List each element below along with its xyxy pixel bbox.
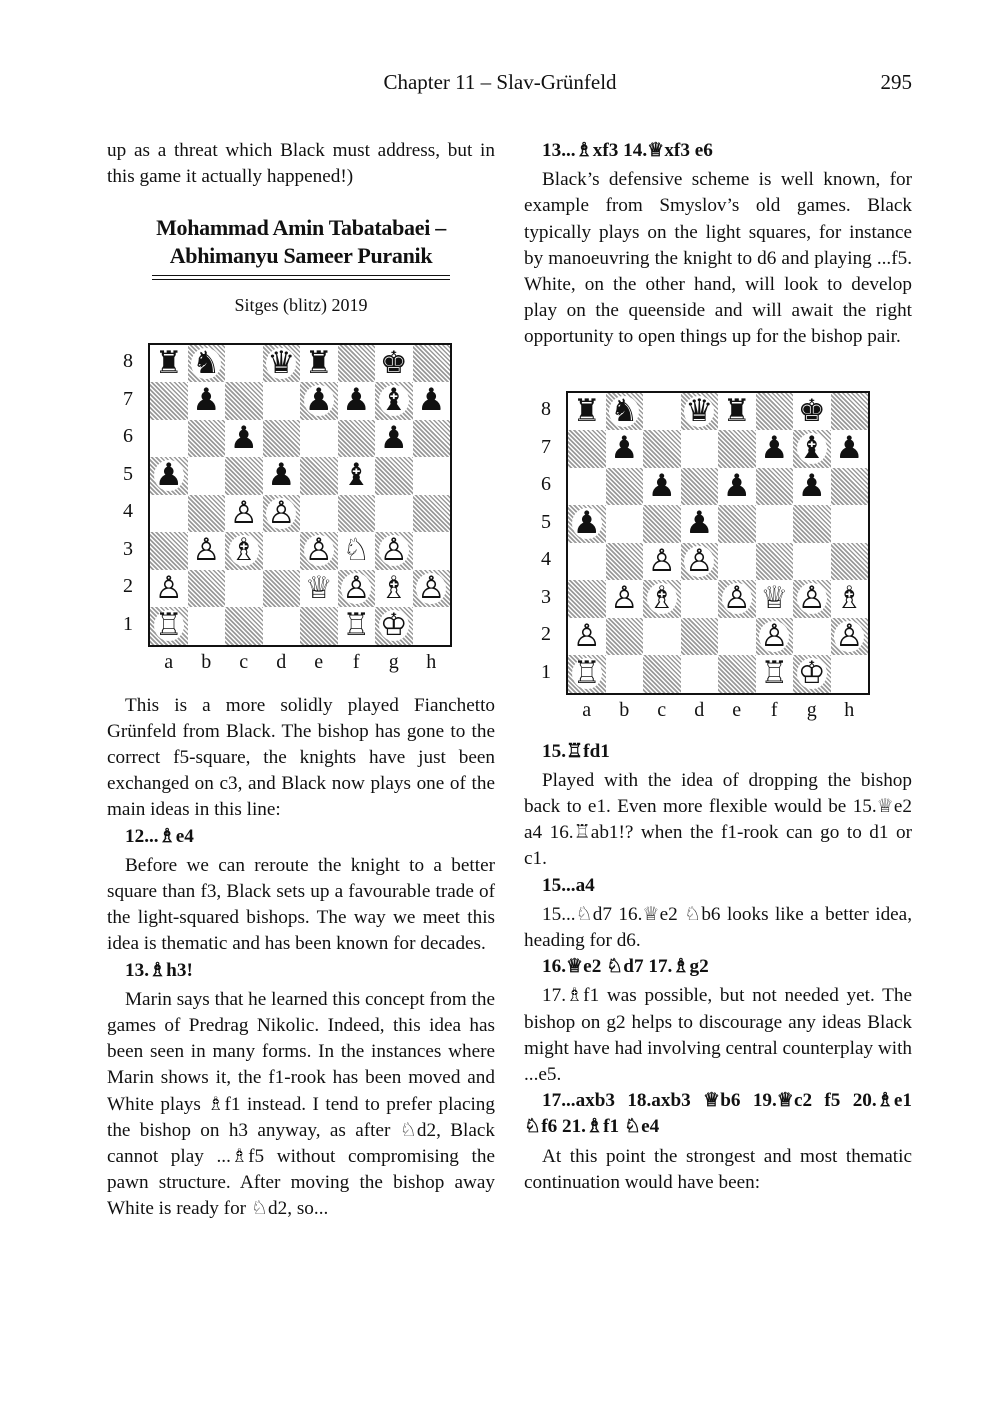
white-pawn-icon: ♙ [610,580,639,617]
board-square [756,505,794,543]
rank-label: 8 [123,350,133,373]
board-square [413,382,451,420]
board-square [831,618,869,656]
board-square [338,495,376,533]
black-player: Abhimanyu Sameer Puranik [169,243,433,269]
board-square [568,430,606,468]
board-square [606,393,644,431]
board-square [756,543,794,581]
black-rook-icon: ♜ [572,392,601,429]
white-pawn-icon: ♙ [835,617,864,654]
board-square [606,543,644,581]
board-square [793,468,831,506]
board-square [338,345,376,383]
black-rook-icon: ♜ [304,344,333,381]
board-square [643,618,681,656]
board-square [225,607,263,645]
paragraph: Before we can reroute the knight to a better square than f3, Black sets up a favourable trade of the light-squared bishops. The way we meet this idea is thematic and has been known for decades. [107,854,495,955]
white-bishop-icon: ♗ [647,580,676,617]
board-square [568,580,606,618]
move-heading: 15...a4 [542,874,595,896]
chess-diagram-2 [524,391,912,721]
rank-label: 6 [541,473,551,496]
page-number: 295 [880,70,912,94]
board-square [338,607,376,645]
black-pawn-icon: ♟ [572,505,601,542]
event-info: Sitges (blitz) 2019 [234,295,368,316]
board-square [793,655,831,693]
black-pawn-icon: ♟ [342,382,371,419]
white-pawn-icon: ♙ [304,532,333,569]
board-square [188,382,226,420]
black-queen-icon: ♛ [685,392,714,429]
board-square [375,570,413,608]
board-square [681,505,719,543]
board-square [643,543,681,581]
move-heading: 13.♗h3! [125,959,193,981]
black-pawn-icon: ♟ [685,505,714,542]
white-pawn-icon: ♙ [192,532,221,569]
board-square [413,420,451,458]
move-heading: 17...axb3 18.axb3 ♕b6 19.♕c2 f5 20.♗e1 ♘f6 21.♗f1 ♘e4 [524,1090,912,1138]
intro-text: up as a threat which Black must address, but in this game it actually happened!) [107,140,495,188]
board-square [225,420,263,458]
board-square [606,655,644,693]
board-square [375,495,413,533]
board-square [568,393,606,431]
black-bishop-icon: ♝ [797,430,826,467]
board-square [300,570,338,608]
white-pawn-icon: ♙ [572,617,601,654]
rank-label: 5 [541,510,551,533]
board-square [338,570,376,608]
board-square [413,607,451,645]
heading-rule [152,275,450,276]
white-bishop-icon: ♗ [229,532,258,569]
board-square [681,618,719,656]
board-square [606,618,644,656]
white-pawn-icon: ♙ [797,580,826,617]
file-label: d [694,698,705,721]
board-square [643,430,681,468]
board-square [681,655,719,693]
board-square [793,505,831,543]
board-square [225,345,263,383]
move-heading: 15.♖fd1 [542,740,610,762]
paragraph: 17.♗f1 was possible, but not needed yet. The bishop on g2 helps to discourage any ideas Black might have had involving central counterplay with ...e5. [524,985,912,1086]
paragraph: Played with the idea of dropping the bishop back to e1. Even more flexible would be 15.♕e2 a4 16.♖ab1!? when the f1-rook can go to d1 or c1. [524,769,912,870]
board-square [831,468,869,506]
board-square [300,532,338,570]
rank-label: 1 [541,660,551,683]
rank-label: 8 [541,398,551,421]
file-label: g [806,698,817,721]
board-square [756,580,794,618]
board-square [756,430,794,468]
board-square [643,655,681,693]
board-square [375,345,413,383]
page-header [0,70,1000,100]
white-knight-icon: ♘ [342,532,371,569]
board-square [831,655,869,693]
white-pawn-icon: ♙ [647,542,676,579]
black-knight-icon: ♞ [610,392,639,429]
paragraph: Black’s defensive scheme is well known, for example from Smyslov’s old games. Black typically plays on the light squares, for instance by manoeuvring the knight to d6 and playing ...f5. White, on the other hand, will look to develop play on the queenside and will await the right opportunity to open things up for the bishop pair. [524,169,912,348]
board-square [225,570,263,608]
white-bishop-icon: ♗ [835,580,864,617]
board-square [188,532,226,570]
rank-label: 2 [123,575,133,598]
board-square [150,420,188,458]
board-square [718,543,756,581]
black-pawn-icon: ♟ [835,430,864,467]
board-square [188,570,226,608]
board-square [681,430,719,468]
board-square [375,532,413,570]
board-square [413,570,451,608]
white-player: Mohammad Amin Tabatabaei – [156,215,446,241]
rank-label: 2 [541,623,551,646]
board-square [375,420,413,458]
board-square [718,618,756,656]
board-square [718,655,756,693]
white-pawn-icon: ♙ [379,532,408,569]
file-label: h [844,698,855,721]
file-label: a [164,650,174,673]
board-square [150,532,188,570]
chess-board [566,391,870,695]
board-square [338,457,376,495]
rank-label: 7 [123,387,133,410]
board-square [225,457,263,495]
rank-label: 4 [541,548,551,571]
white-rook-icon: ♖ [572,655,601,692]
board-square [263,457,301,495]
board-square [568,468,606,506]
board-square [300,457,338,495]
board-square [793,393,831,431]
white-pawn-icon: ♙ [722,580,751,617]
board-square [225,495,263,533]
white-king-icon: ♔ [797,655,826,692]
white-rook-icon: ♖ [760,655,789,692]
board-square [263,532,301,570]
paragraph: This is a more solidly played Fianchetto Grünfeld from Black. The bishop has gone to the correct f5-square, the knights have just been exchanged on c3, and Black now plays one of the main ideas in this line: [107,694,495,821]
board-square [150,345,188,383]
file-label: h [426,650,437,673]
board-square [225,382,263,420]
board-square [150,570,188,608]
board-square [263,495,301,533]
rank-label: 6 [123,425,133,448]
board-square [338,420,376,458]
rank-label: 7 [541,435,551,458]
board-square [150,607,188,645]
black-pawn-icon: ♟ [797,467,826,504]
board-square [831,580,869,618]
board-square [263,570,301,608]
paragraph: Marin says that he learned this concept from the games of Predrag Nikolic. Indeed, this idea has been seen in many forms. In the instances where Marin shows it, the f1-rook has been moved and White plays ♗f1 instead. I tend to prefer placing the bishop on h3 anyway, as after ♘d2, Black cannot play ...♗f5 without compromising the pawn structure. After moving the bishop away White is ready for ♘d2, so... [107,988,495,1220]
board-square [643,393,681,431]
board-square [300,495,338,533]
left-column [107,138,495,1223]
black-king-icon: ♚ [379,344,408,381]
board-square [568,543,606,581]
rank-label: 1 [123,612,133,635]
black-pawn-icon: ♟ [722,467,751,504]
board-square [375,607,413,645]
board-square [413,457,451,495]
board-square [263,345,301,383]
board-square [606,430,644,468]
file-label: f [770,698,778,721]
black-rook-icon: ♜ [722,392,751,429]
board-square [188,345,226,383]
black-knight-icon: ♞ [192,344,221,381]
board-square [188,495,226,533]
board-square [718,505,756,543]
board-square [300,420,338,458]
black-pawn-icon: ♟ [192,382,221,419]
black-pawn-icon: ♟ [760,430,789,467]
board-square [831,430,869,468]
heading-rule [152,279,450,280]
board-square [643,580,681,618]
black-king-icon: ♚ [797,392,826,429]
board-square [606,505,644,543]
white-pawn-icon: ♙ [267,494,296,531]
board-square [831,393,869,431]
board-square [718,393,756,431]
board-square [188,607,226,645]
black-bishop-icon: ♝ [342,457,371,494]
file-label: a [582,698,592,721]
white-pawn-icon: ♙ [685,542,714,579]
chess-diagram-1 [107,343,495,673]
board-square [300,382,338,420]
board-square [263,420,301,458]
board-square [756,655,794,693]
white-rook-icon: ♖ [154,607,183,644]
chess-board [148,343,452,647]
board-square [606,468,644,506]
black-bishop-icon: ♝ [379,382,408,419]
black-pawn-icon: ♟ [379,419,408,456]
black-pawn-icon: ♟ [154,457,183,494]
white-queen-icon: ♕ [304,569,333,606]
move-heading: 12...♗e4 [125,825,194,847]
board-square [643,468,681,506]
file-label: b [619,698,630,721]
board-square [150,457,188,495]
black-pawn-icon: ♟ [267,457,296,494]
board-square [718,468,756,506]
board-square [756,393,794,431]
white-rook-icon: ♖ [342,607,371,644]
rank-label: 4 [123,500,133,523]
board-square [413,532,451,570]
board-square [150,495,188,533]
file-label: g [388,650,399,673]
white-pawn-icon: ♙ [342,569,371,606]
board-square [338,382,376,420]
white-pawn-icon: ♙ [154,569,183,606]
board-square [150,382,188,420]
board-square [263,382,301,420]
file-label: c [239,650,249,673]
board-square [300,607,338,645]
black-pawn-icon: ♟ [417,382,446,419]
black-rook-icon: ♜ [154,344,183,381]
white-pawn-icon: ♙ [229,494,258,531]
rank-label: 3 [123,537,133,560]
file-label: b [201,650,212,673]
board-square [568,655,606,693]
file-label: e [732,698,742,721]
board-square [793,618,831,656]
board-square [681,543,719,581]
file-label: d [276,650,287,673]
game-heading [107,214,495,318]
move-heading: 13...♗xf3 14.♕xf3 e6 [542,140,713,161]
rank-label: 5 [123,462,133,485]
paragraph: 15...♘d7 16.♕e2 ♘b6 looks like a better idea, heading for d6. [524,903,912,952]
white-bishop-icon: ♗ [379,569,408,606]
board-square [225,532,263,570]
board-square [568,505,606,543]
move-heading: 16.♕e2 ♘d7 17.♗g2 [542,956,709,978]
black-pawn-icon: ♟ [610,430,639,467]
board-square [413,345,451,383]
black-pawn-icon: ♟ [647,467,676,504]
rank-label: 3 [541,585,551,608]
board-square [413,495,451,533]
board-square [681,393,719,431]
file-label: e [314,650,324,673]
board-square [188,457,226,495]
board-square [375,382,413,420]
board-square [375,457,413,495]
right-column [524,138,912,1196]
black-queen-icon: ♛ [267,344,296,381]
board-square [681,468,719,506]
black-pawn-icon: ♟ [304,382,333,419]
board-square [718,580,756,618]
black-pawn-icon: ♟ [229,419,258,456]
board-square [606,580,644,618]
board-square [756,618,794,656]
board-square [793,430,831,468]
board-square [263,607,301,645]
board-square [793,543,831,581]
board-square [188,420,226,458]
board-square [300,345,338,383]
board-square [338,532,376,570]
board-square [831,505,869,543]
board-square [643,505,681,543]
paragraph: At this point the strongest and most thematic continuation would have been: [524,1145,912,1193]
board-square [718,430,756,468]
board-square [681,580,719,618]
board-square [793,580,831,618]
file-label: f [352,650,360,673]
board-square [756,468,794,506]
white-pawn-icon: ♙ [417,569,446,606]
file-label: c [657,698,667,721]
white-queen-icon: ♕ [760,580,789,617]
white-pawn-icon: ♙ [760,617,789,654]
board-square [831,543,869,581]
chapter-title: Chapter 11 – Slav-Grünfeld [383,70,617,94]
white-king-icon: ♔ [379,607,408,644]
board-square [568,618,606,656]
